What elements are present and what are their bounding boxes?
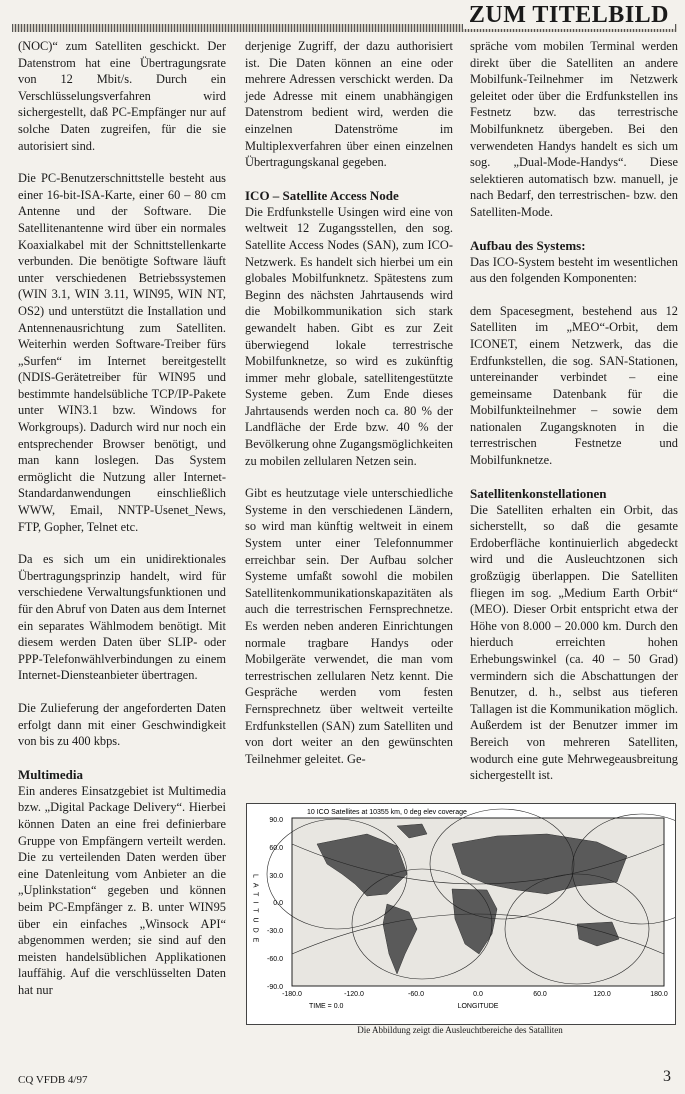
y-tick: 90.0	[269, 817, 283, 824]
paragraph: dem Spacesegment, bestehend aus 12 Satelliten im „MEO“-Orbit, dem ICONET, einem Netzwerk, das die Erdfunkstellen, die sog. SAN-Stationen, untereinander verbindet – eine gemeinsame Datenbank für die Mobilfunkteilnehmer – sowie dem nationalen Zugangsknoten in die terrestrischen Festnetze und Mobilfunknetze.	[470, 303, 678, 468]
y-tick: -90.0	[267, 984, 283, 991]
y-tick: 0.0	[273, 900, 283, 907]
page-title: ZUM TITELBILD	[463, 2, 675, 29]
paragraph: Das ICO-System besteht im wesentlichen aus den folgenden Komponenten:	[470, 254, 678, 286]
column-1	[18, 38, 226, 998]
y-tick: -60.0	[267, 956, 283, 963]
column-2	[245, 38, 453, 767]
plot-title: 10 ICO Satellites at 10355 km, 0 deg elev coverage	[307, 809, 467, 816]
paragraph: (NOC)“ zum Satelliten geschickt. Der Datenstrom hat eine Übertragungsrate von 12 Mbit/s. Durch ein Verschlüsselungsverfahren wird sichergestellt, daß PC-Empfänger nur auf solche Daten zugreifen, für die sie autorisiert sind.	[18, 39, 226, 153]
x-tick: 180.0	[650, 991, 668, 998]
section-heading: ICO – Satellite Access Node	[245, 187, 399, 203]
paragraph: Die Zulieferung der angeforderten Daten erfolgt dann mit einer Geschwindigkeit von bis zu 400 kbps.	[18, 700, 226, 749]
section-heading: Aufbau des Systems:	[470, 237, 586, 253]
coverage-map	[247, 804, 675, 1024]
page-header	[0, 0, 685, 34]
x-tick: -60.0	[408, 991, 424, 998]
paragraph: Die Satelliten erhalten ein Orbit, das sicherstellt, so daß die gesamte Erdoberfläche kontinuierlich abgedeckt wird und die Ausleuchtzonen sich großzügig überlappen. Die Satelliten fliegen im sog. „Medium Earth Orbit“ (MEO). Dieser Orbit entspricht etwa der Höhe von 8.000 – 20.000 km. Durch den hierduch erreichten hohen Erhebungswinkel (ca. 40 – 50 Grad) vermindern sich die Abschattungen der Benutzer, d. h., selbst aus tieferen Tallagen ist die Kommunikation möglich. Außerdem ist der Benutzer immer im Bereich von mehreren Satelliten, wodurch eine gute Mehrwegeausbreitung sichergestellt ist.	[470, 502, 678, 783]
paragraph: Die Erdfunkstelle Usingen wird eine von weltweit 12 Zugangsstellen, den sog. Satellite Access Nodes (SAN), zum ICO-Netzwerk. Es handelt sich hierbei um ein globales Mobilfunknetz. Spätestens zum Beginn des nächsten Jahrtausends wird die Mobilkommunikation sich stark gewandelt haben. Gibt es zur Zeit überwiegend lokale terrestrische Mobilfunknetze, so wird es zukünftig immer mehr globale, satellitengestützte Systeme geben. Zum Ende dieses Jahrtausends werden noch ca. 80 % der Landfläche der Erde bzw. 40 % der Bevölkerung ohne Zugangsmöglichkeiten zu mobilen zellularen Netzen sein.	[245, 204, 453, 468]
section-heading: Multimedia	[18, 766, 83, 782]
section-heading: Satellitenkonstellationen	[470, 485, 607, 501]
coverage-map-figure	[246, 803, 676, 1025]
figure-caption: Die Abbildung zeigt die Ausleuchtbereiche des Satalliten	[357, 1025, 563, 1035]
y-tick: -30.0	[267, 928, 283, 935]
x-tick: -180.0	[282, 991, 302, 998]
x-tick: 120.0	[593, 991, 611, 998]
paragraph: Gibt es heutzutage viele unterschiedliche Systeme in den verschiedenen Ländern, so wird man künftig weltweit in einem System unter einer Telefonnummer erreichbar sein. Der Aufbau solcher Systeme umfaßt sowohl die mobilen Satellitenkommunikationskapazitäten als auch die terrestrischen Fernsprechnetze. Es werden neben anderen Einrichtungen normale tragbare Handys oder Mobilgeräte verwendet, die man vom terrestrischen zellularen Netz kennt. Die Gespräche werden vom festen Fernsprechnetz über weltweit verteilte Erdfunkstellen (SAN) zum Satelliten und von dort weiter an den gewünschten Teilnehmer geleitet. Ge-	[245, 486, 453, 766]
paragraph: Ein anderes Einsatzgebiet ist Multimedia bzw. „Digital Package Delivery“. Hierbei können Daten an eine frei definierbare Gruppe von Empfängern verteilt werden. Die zu verteilenden Daten werden über eine Datenleitung vom Anbieter an die „Uplinkstation“ gegeben und können beim PC-Empfänger z. B. unter WIN95 über ein einfaches „Winsock API“ abgenommen werden; sie sind auf den meisten handelsüblichen Applikationen lauffähig. Auf die verschlüsselten Daten hat nur	[18, 783, 226, 997]
x-tick: 0.0	[473, 991, 483, 998]
time-label: TIME = 0.0	[309, 1003, 344, 1010]
page-number: 3	[663, 1068, 671, 1085]
column-3	[470, 38, 678, 784]
y-tick: 30.0	[269, 873, 283, 880]
y-tick: 60.0	[269, 845, 283, 852]
x-axis-label: LONGITUDE	[457, 1003, 499, 1010]
paragraph: Die PC-Benutzerschnittstelle besteht aus einer 16-bit-ISA-Karte, einer 60 – 80 cm Antenne und der Software. Die Satellitenantenne wird über ein normales Koaxialkabel mit der Schnittstellenkarte verbunden. Die benötigte Software läuft unter verschiedenen Betriebssystemen (WIN 3.1, WIN 3.11, WIN95, WIN NT, OS2) und unterstützt die Installation und Antennenausrichtung zum Satelliten. Weiterhin werden Software-Treiber fürs „Surfen“ im Internet bereitgestellt (NDIS-Gerätetreiber für WIN95 und bestimmte handelsübliche TCP/IP-Pakete unter WIN3.1 bzw. Windows for Workgroups). Dadurch wird nur noch ein entsprechender Browser benötigt, und man kann loslegen. Das System ermöglicht die Nutzung aller Internet-Standardanwendungen einschließlich WWW, Email, NNTP-Usenet_News, FTP, Gopher, Telnet etc.	[18, 171, 226, 534]
y-axis-label: LATITUDE	[251, 874, 259, 948]
paragraph: derjenige Zugriff, der dazu authorisiert ist. Die Daten können an eine oder mehrere Adressen verschickt werden. Da jede Adresse mit einem unabhängigen Datenstrom bedient wird, werden die einzelnen Datenströme im Multiplexverfahren über einen einzelnen Übertragungskanal gegeben.	[245, 39, 453, 170]
paragraph: Da es sich um ein unidirektionales Übertragungsprinzip handelt, wird für verschiedene Verwaltungsfunktionen und für den Abruf von Daten aus dem Internet ein separates Wählmodem benötigt. Mit diesem werden Daten über SLIP- oder PPP-Telefonwählverbindungen zu einem Internet-Diensteanbieter übertragen.	[18, 552, 226, 683]
paragraph: spräche vom mobilen Terminal werden direkt über die Satelliten an andere Mobilfunk-Teilnehmer im Netzwerk geleitet oder über die Erdfunkstellen ins Festnetz bzw. das terrestrische Mobilfunknetz übergeben. Bei den verwendeten Handys handelt es sich um sog. „Dual-Mode-Handys“. Diese selektieren automatisch bzw. manuell, je nach Bedarf, den terrestrischen- bzw. den Satelliten-Mode.	[470, 39, 678, 219]
x-tick: 60.0	[533, 991, 547, 998]
footer-issue: CQ VFDB 4/97	[18, 1074, 88, 1086]
x-tick: -120.0	[344, 991, 364, 998]
